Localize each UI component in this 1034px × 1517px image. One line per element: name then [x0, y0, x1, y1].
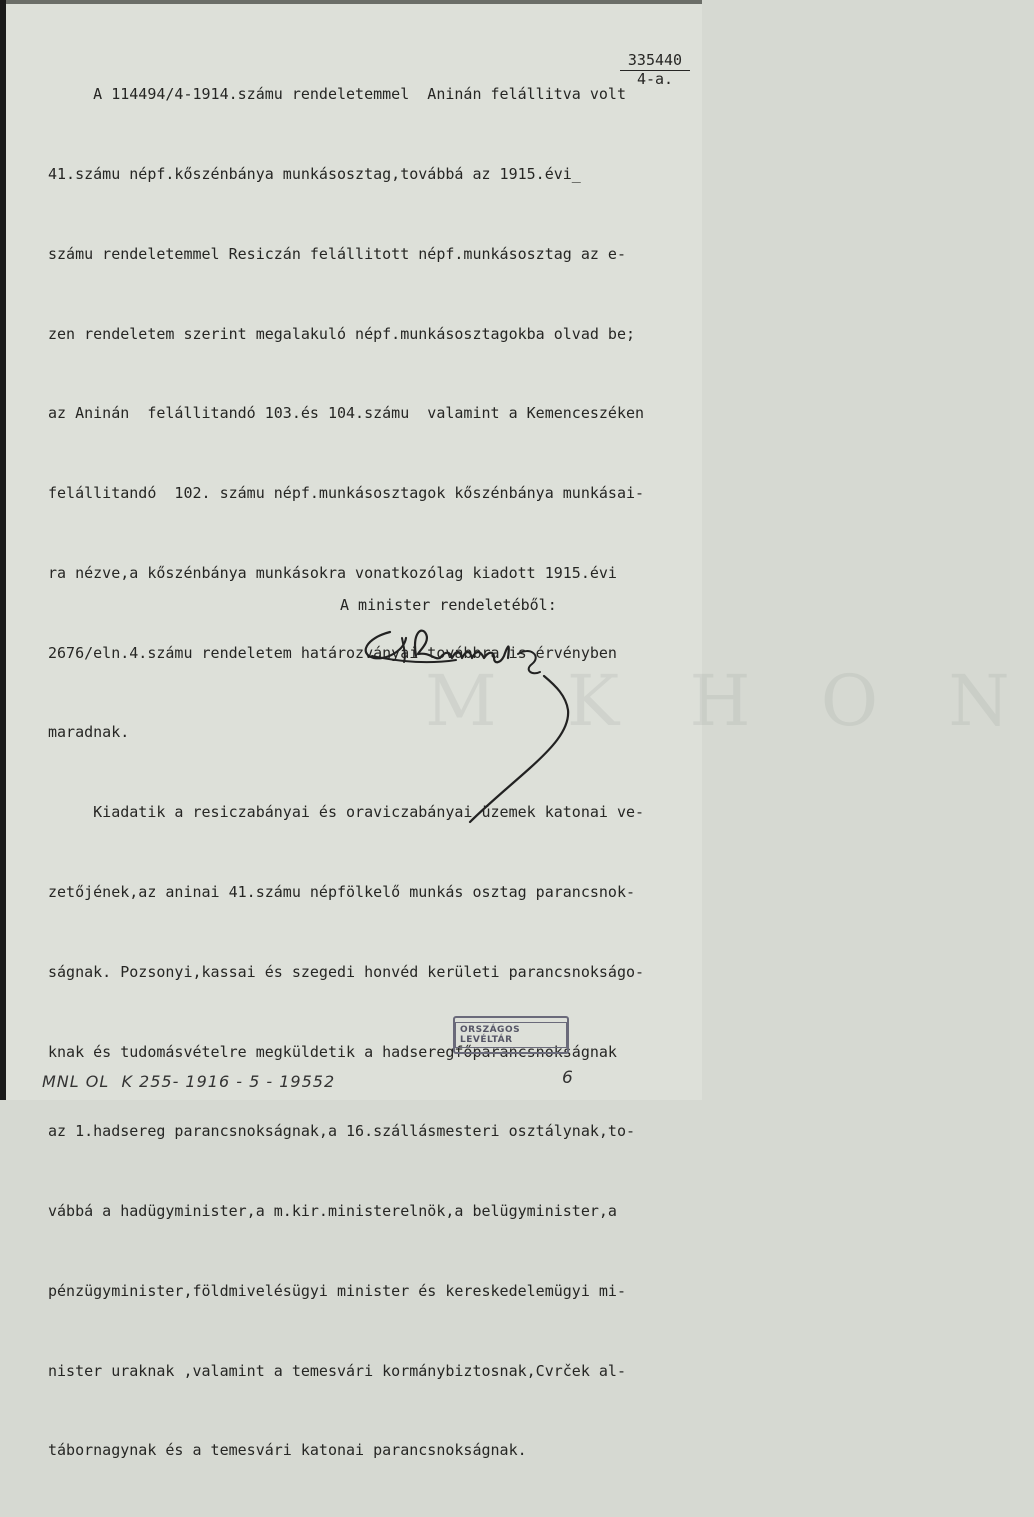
text-line: 2676/eln.4.számu rendeletem határozványai továbbra is érvényben: [48, 643, 617, 662]
text-line: 41.számu népf.kőszénbánya munkásosztag,továbbá az 1915.évi_: [48, 164, 581, 183]
text-line: tábornagynak és a temesvári katonai parancsnokságnak.: [48, 1441, 527, 1460]
scan-top-edge: [0, 0, 702, 4]
fraction-numerator: 335440: [620, 52, 690, 71]
text-line: ra nézve,a kőszénbánya munkásokra vonatkozólag kiadott 1915.évi: [48, 563, 617, 582]
handwritten-signature: [360, 620, 600, 830]
text-line: pénzügyminister,földmivelésügyi minister és kereskedelemügyi mi-: [48, 1281, 626, 1300]
text-line: számu rendeletemmel Resiczán felállitott népf.munkásosztag az e-: [48, 244, 626, 263]
stamp-text: ORSZÁGOS LEVÉLTÁR: [455, 1022, 567, 1048]
text-line: maradnak.: [48, 723, 130, 742]
text-line: A 114494/4-1914.számu rendeletemmel Aninán felállitva volt: [48, 85, 626, 104]
closing-formula: A minister rendeletéből:: [340, 596, 557, 614]
archive-reference: MNL OL K 255- 1916 - 5 - 19552: [42, 1072, 336, 1091]
text-line: knak és tudomásvételre megküldetik a hadseregfőparancsnokságnak: [48, 1042, 617, 1061]
text-line: az Aninán felállitandó 103.és 104.számu valamint a Kemenceszéken: [48, 404, 645, 423]
text-line: nister uraknak ,valamint a temesvári kormánybiztosnak,Cvrček al-: [48, 1361, 626, 1380]
text-line: Kiadatik a resiczabányai és oraviczabányai üzemek katonai ve-: [48, 803, 645, 822]
reference-fraction: [620, 52, 690, 88]
text-line: felállitandó 102. számu népf.munkásosztagok kőszénbánya munkásai-: [48, 484, 645, 503]
fraction-denominator: 4-a.: [636, 70, 674, 88]
text-line: ságnak. Pozsonyi,kassai és szegedi honvéd kerületi parancsnokságo-: [48, 962, 645, 981]
scan-left-edge: [0, 0, 6, 1100]
text-line: az 1.hadsereg parancsnokságnak,a 16.szállásmesteri osztálynak,to-: [48, 1122, 635, 1141]
faint-watermark: M K H O N: [425, 660, 1034, 742]
page-number: 6: [562, 1068, 573, 1088]
text-line: zetőjének,az aninai 41.számu népfölkelő munkás osztag parancsnok-: [48, 883, 635, 901]
text-line: vábbá a hadügyminister,a m.kir.ministerelnök,a belügyminister,a: [48, 1202, 617, 1221]
archive-stamp: [453, 1016, 569, 1054]
text-line: zen rendeletem szerint megalakuló népf.munkásosztagokba olvad be;: [48, 324, 635, 343]
